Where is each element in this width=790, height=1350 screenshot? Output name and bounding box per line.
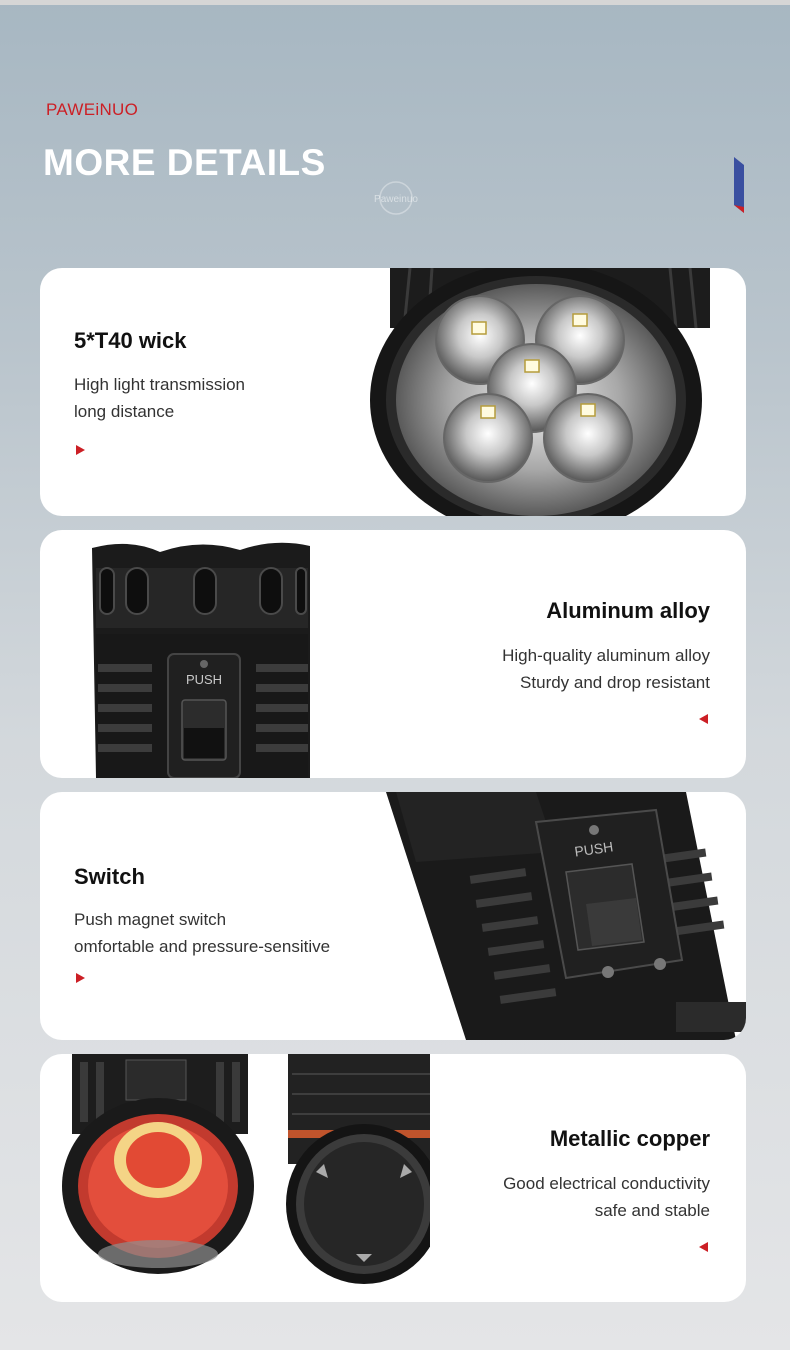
page-title: MORE DETAILS bbox=[43, 142, 326, 183]
decorative-side-tab bbox=[734, 157, 744, 213]
desc-line: omfortable and pressure-sensitive bbox=[74, 937, 331, 956]
watermark-logo bbox=[368, 180, 424, 216]
card-description bbox=[74, 371, 245, 425]
card-heading: Switch bbox=[74, 864, 145, 889]
feature-card-switch bbox=[40, 792, 746, 1040]
card-heading: 5*T40 wick bbox=[74, 328, 187, 353]
desc-line: safe and stable bbox=[594, 1201, 710, 1220]
arrow-right-icon bbox=[76, 445, 85, 455]
desc-line: High-quality aluminum alloy bbox=[502, 646, 710, 665]
card-description bbox=[74, 906, 330, 960]
top-border bbox=[0, 0, 790, 5]
battery-compartment-icon bbox=[60, 1054, 430, 1284]
brand-name: PAWEiNUO bbox=[46, 100, 139, 119]
card-description bbox=[502, 642, 710, 696]
push-label: PUSH bbox=[573, 838, 615, 860]
feature-card-led bbox=[40, 268, 746, 516]
desc-line: Good electrical conductivity bbox=[503, 1174, 710, 1193]
arrow-left-icon bbox=[699, 714, 708, 724]
flashlight-body-icon bbox=[90, 538, 312, 778]
desc-line: High light transmission bbox=[74, 375, 246, 394]
desc-line: Sturdy and drop resistant bbox=[520, 673, 710, 692]
arrow-left-icon bbox=[699, 1242, 708, 1252]
card-heading: Aluminum alloy bbox=[546, 598, 710, 623]
push-label: PUSH bbox=[185, 672, 223, 687]
card-description bbox=[503, 1170, 710, 1224]
feature-card-copper bbox=[40, 1054, 746, 1302]
card-heading: Metallic copper bbox=[549, 1126, 710, 1151]
flashlight-switch-icon bbox=[386, 792, 746, 1040]
desc-line: Push magnet switch bbox=[74, 910, 227, 929]
feature-card-aluminum bbox=[40, 530, 746, 778]
flashlight-head-5-led-icon bbox=[370, 268, 746, 516]
watermark-text: Paweinuo bbox=[374, 194, 418, 205]
desc-line: long distance bbox=[74, 402, 175, 421]
arrow-right-icon bbox=[76, 973, 85, 983]
